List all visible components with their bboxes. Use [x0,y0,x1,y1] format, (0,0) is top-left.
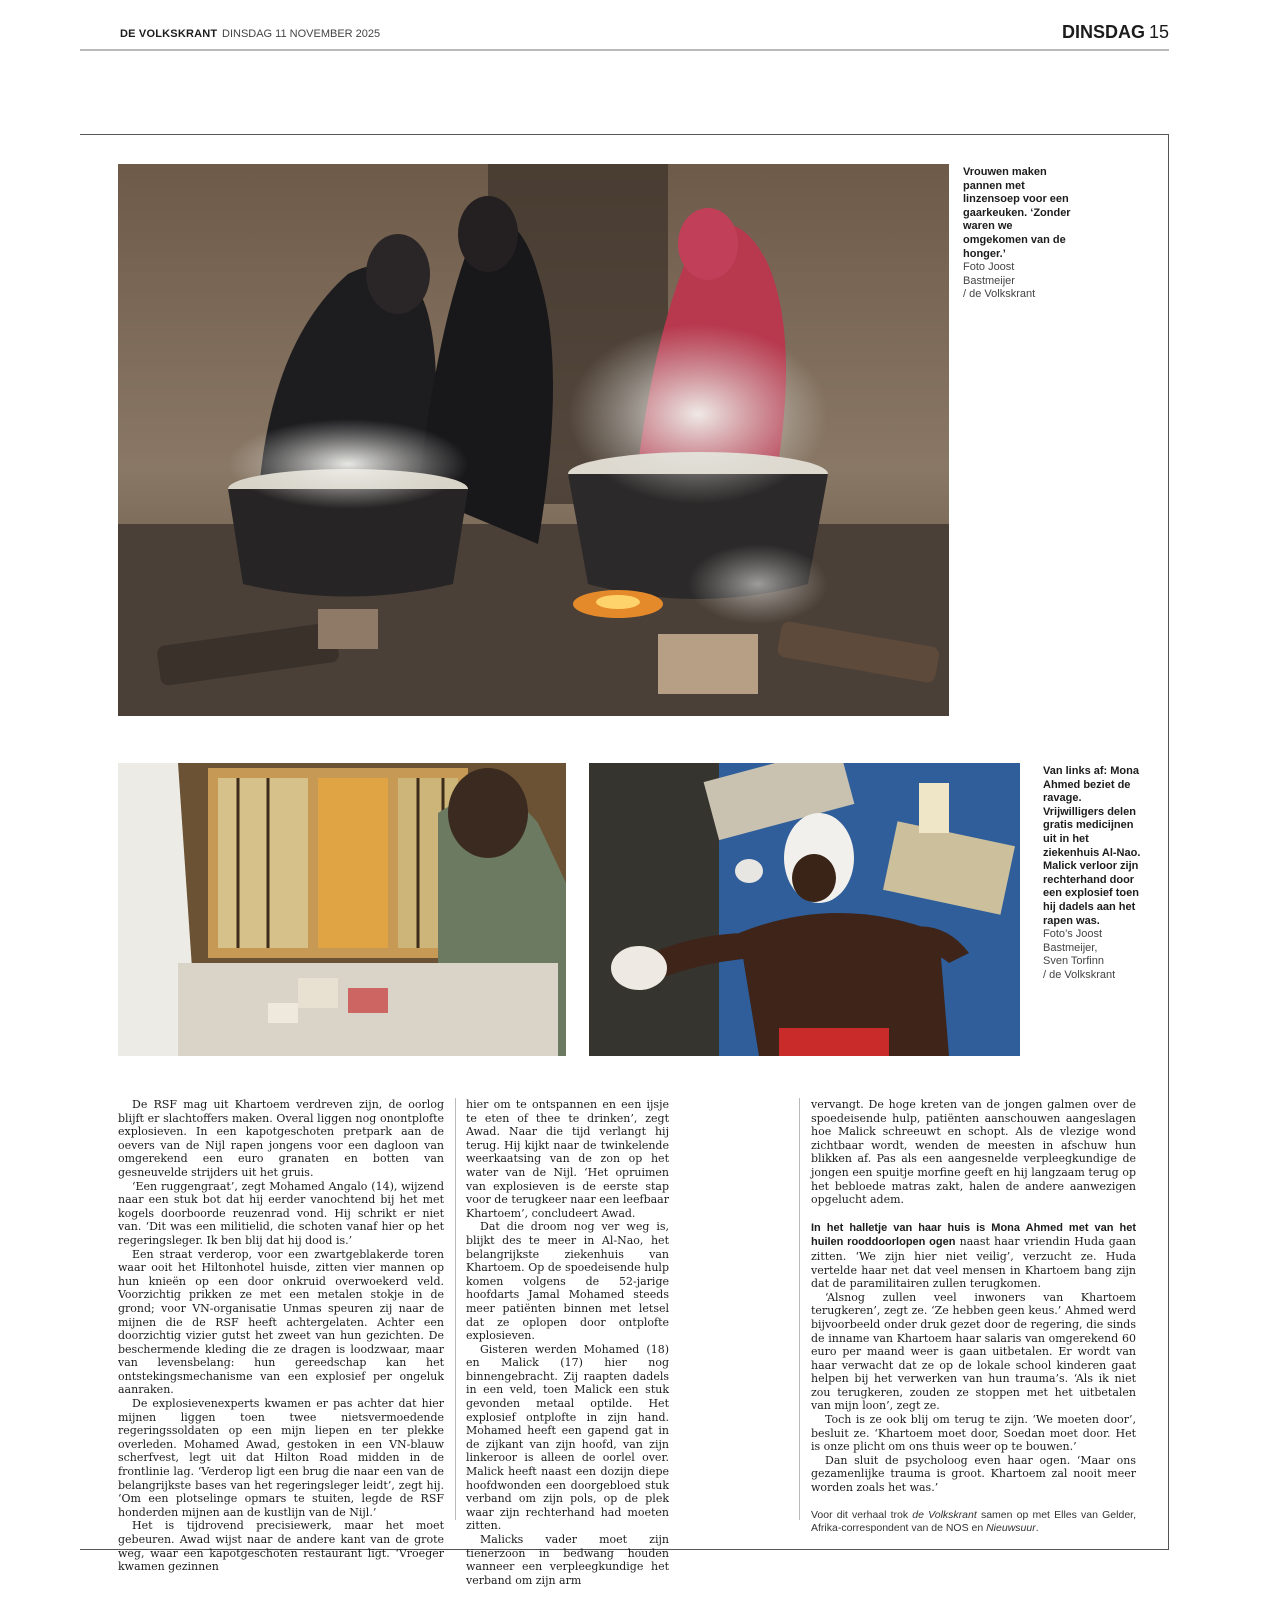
paragraph: Malicks vader moet zijn tienerzoon in bedwang houden wanneer een verpleegkundige het verband om zijn arm [466,1533,669,1587]
photo-medicine-distribution [118,763,566,1056]
paragraph: De RSF mag uit Khartoem verdreven zijn, de oorlog blijft er slachtoffers maken. Overal liggen nog onontplofte explosieven. In een kapotgeschoten pretpark aan de oevers van de Nijl rapen jongens voor een dagloon van omgerekend een euro granaten en botten van gesneuvelde strijders uit het gruis. [118,1098,444,1179]
author-note-text: Voor dit verhaal trok [811,1508,913,1521]
paragraph: vervangt. De hoge kreten van de jongen galmen over de spoedeisende hulp, patiënten aanschouwen aangeslagen hoe Malick schreeuwt en schopt. Als de vlezige wond zichtbaar wordt, wenden de meesten in afschuw hun blikken af. Pas als een aangesnelde verpleegkundige de jongen een spuitje morfine geeft en hij langzaam terug op het bebloede matras zakt, halen de andere aanwezigen opgelucht adem. [811,1098,1136,1207]
paragraph: De explosievenexperts kwamen er pas achter dat hier mijnen liggen toen twee nietsvermoedende regeringssoldaten op een mijn liepen en ter plekke overleden. Mohamed Awad, gestoken in een VN-blauw scherfvest, legt uit dat Hilton Road midden in de frontlinie lag. ‘Verderop ligt een brug die naar een van de belangrijkste bases van het regeringsleger leidt’, zegt hij. ‘Om een plotselinge opmars te stuiten, legde de RSF honderden mijnen aan de kustlijn van de Nijl.’ [118,1397,444,1519]
author-note-paper: de Volkskrant [912,1508,977,1521]
article-column-2 [466,1098,669,1587]
main-photo-caption [963,166,1073,302]
photo-women-cooking [118,164,949,716]
author-note [811,1509,1136,1536]
main-caption-text: Vrouwen maken pannen met linzensoep voor een gaarkeuken. ‘Zonder waren we omgekomen van de honger.’ [963,166,1071,260]
article-column-3 [811,1098,1136,1536]
pair-caption-credit-3: Sven Torfinn [1043,955,1104,968]
paragraph: Dan sluit de psycholoog even haar ogen. ‘Maar ons gezamenlijke trauma is groot. Khartoem zal nooit meer worden zoals het was.’ [811,1453,1136,1495]
page-header [1062,22,1169,43]
paragraph: Een straat verderop, voor een zwartgeblakerde toren waar ooit het Hiltonhotel huisde, zitten vier mannen op hun knieën op een door onkruid overwoekerd veld. Voorzichtig prikken ze met een metalen stokje in de grond; voor VN-organisatie Unmas speuren zij naar de mijnen die de RSF heeft achtergelaten. Achter een doorzichtig vizier gutst het zweet van hun gezichten. De beschermende kleding die ze dragen is loodzwaar, maar van levensbelang: hun gereedschap kan het ontstekingsmechanisme van een explosief per ongeluk aanraken. [118,1247,444,1397]
pair-caption-credit-4: / de Volkskrant [1043,968,1116,981]
issue-date: DINSDAG 11 NOVEMBER 2025 [222,28,381,40]
column-divider [799,1098,800,1520]
pair-caption-credit-1: Foto’s Joost [1043,928,1103,941]
paragraph: Gisteren werden Mohamed (18) en Malick (17) hier nog binnengebracht. Zij raapten dadels in een veld, toen Malick een stuk gevonden metaal optilde. Het explosief ontplofte in zijn hand. Mohamed heeft een gapend gat in de zijkant van zijn hoofd, van zijn linkeroor is alleen de oorlel over. Malick heeft naast een dozijn diepe hoofdwonden een doorgebloed stuk verband om zijn pols, op de plek waar zijn rechterhand had moeten zitten. [466,1342,669,1533]
pair-caption-text: Van links af: Mona Ahmed beziet de ravage. Vrijwilligers delen gratis medicijnen uit in het ziekenhuis Al-Nao. Malick verloor zijn rechterhand door een explosief toen hij dadels aan het rapen was. [1043,765,1141,927]
paragraph: ‘Een ruggengraat’, zegt Mohamed Angalo (14), wijzend naar een stuk bot dat hij eerder vanochtend bij het met kogels doorboorde reuzenrad vond. Hij schrikt er niet van. ‘Dit was een militielid, die schoten vanaf hier op het regeringsleger. Ik ben blij dat hij dood is.’ [118,1179,444,1247]
newspaper-name: DE VOLKSKRANT [120,28,218,40]
paragraph: Het is tijdrovend precisiewerk, maar het moet gebeuren. Awad wijst naar de andere kant van de grote weg, waar een kapotgeschoten restaurant ligt. ‘Vroeger kwamen gezinnen [118,1519,444,1574]
header-rule [80,49,1169,51]
section-day: DINSDAG [1061,22,1145,42]
paragraph: ‘Alsnog zullen veel inwoners van Khartoem terugkeren’, zegt ze. ‘Ze hebben geen keus.’ Ahmed werd bijvoorbeeld onder druk gezet door de regering, die sinds de inname van Khartoem haar salaris van omgerekend 60 euro per maand weer is gaan uitbetalen. Er wordt van haar verwacht dat ze op de lokale school kinderen gaat helpen bij het verwerken van hun trauma’s. ‘Als ik niet zou terugkeren, zouden ze stoppen met het uitbetalen van mijn loon’, zegt ze. [811,1290,1136,1413]
author-note-show: Nieuwsuur [986,1522,1036,1535]
pair-photo-caption [1043,765,1143,983]
paragraph: Dat die droom nog ver weg is, blijkt des te meer in Al-Nao, het belangrijkste ziekenhuis van Khartoem. Op de spoedeisende hulp komen volgens de 52-jarige hoofdarts Jamal Mohamed steeds meer patiënten binnen met letsel dat ze oplopen door ontplofte explosieven. [466,1220,669,1343]
subsection-paragraph [811,1221,1136,1291]
pair-caption-credit-2: Bastmeijer, [1043,941,1098,954]
paragraph: hier om te ontspannen en een ijsje te eten of thee te drinken’, zegt Awad. Naar die tijd verlangt hij terug. Hij kijkt naar de twinkelende weerkaatsing van de zon op het water van de Nijl. ‘Het opruimen van explosieven is de eerste stap voor de terugkeer naar een leefbaar Khartoem’, concludeert Awad. [466,1098,669,1220]
main-caption-credit-2: Bastmeijer [963,274,1015,287]
page-number: 15 [1148,22,1169,42]
column-divider [455,1098,456,1520]
subsection-lead: In het halletje van haar huis is Mona Ahmed met van het huilen rooddoorlopen ogen [811,1221,1136,1249]
photo-malick-hospital [589,763,1020,1056]
subsection-lead-rest: naast haar vriendin Huda gaan zitten. ‘We zijn hier niet veilig’, verzucht ze. Huda vertelde haar net dat veel mensen in Khartoem bang zijn dat de paramilitairen zullen terugkomen. [811,1235,1136,1291]
author-note-text-2: samen op met Elles van Gelder, Afrika-correspondent van de NOS en [811,1508,1136,1535]
article-column-1 [118,1098,444,1574]
author-note-end: . [1035,1522,1039,1535]
masthead [80,22,1169,52]
main-caption-credit-3: / de Volkskrant [963,288,1036,301]
main-caption-credit-1: Foto Joost [963,261,1015,274]
paragraph: Toch is ze ook blij om terug te zijn. ‘We moeten door’, besluit ze. ‘Khartoem moet door, Soedan moet door. Het is onze plicht om ons thuis weer op te bouwen.’ [811,1413,1136,1454]
